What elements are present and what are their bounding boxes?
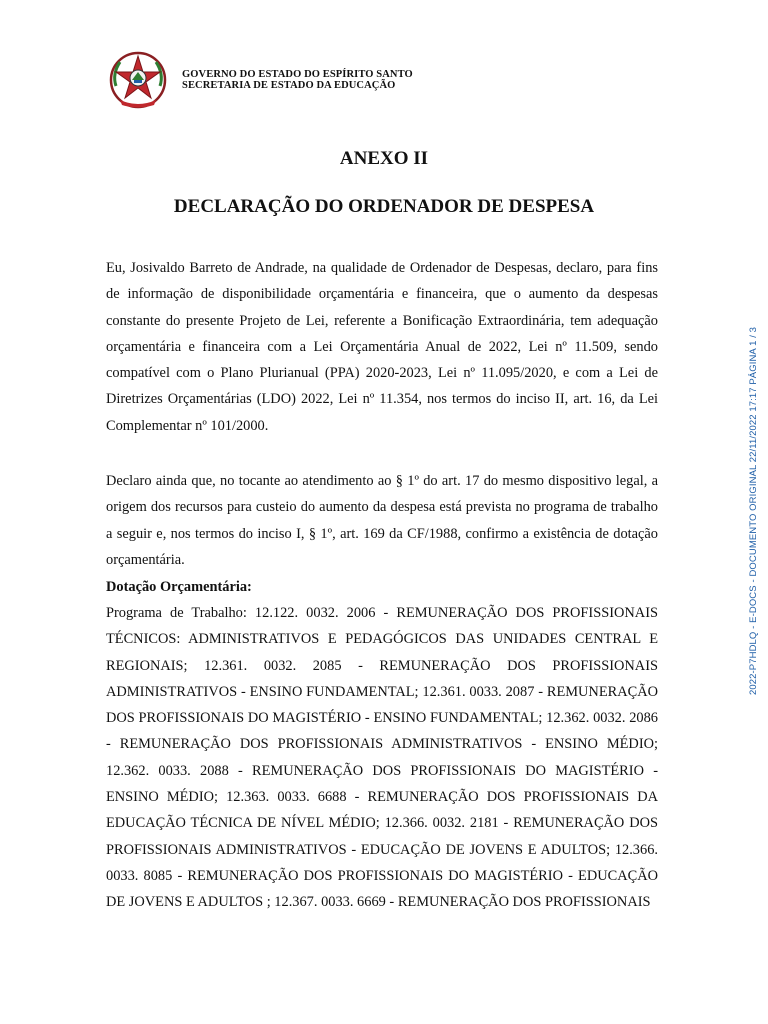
declaration-paragraph: Eu, Josivaldo Barreto de Andrade, na qualidade de Ordenador de Despesas, declaro, para fins de informação de disponibilidade orçamentária e financeira, que o aumento da despesas constante do presente Projeto de Lei, referente a Bonificação Extraordinária, tem adequação orçamentária e financeira com a Lei Orçamentária Anual de 2022, Lei nº 11.509, sendo compatível com o Plano Plurianual (PPA) 2020-2023, Lei nº 11.095/2020, e com a Lei de Diretrizes Orçamentárias (LDO) 2022, Lei nº 11.354, nos termos do inciso II, art. 16, da Lei Complementar nº 101/2000. xyxy=(106,260,658,434)
government-name: GOVERNO DO ESTADO DO ESPÍRITO SANTO xyxy=(182,69,413,80)
e-docs-side-stamp: 2022-P7HDLQ - E-DOCS - DOCUMENTO ORIGINAL 22/11/2022 17:17 PÁGINA 1 / 3 xyxy=(748,326,759,695)
budget-allocation-heading: Dotação Orçamentária: xyxy=(106,579,252,595)
work-program-paragraph: Programa de Trabalho: 12.122. 0032. 2006 - REMUNERAÇÃO DOS PROFISSIONAIS TÉCNICOS: ADMINISTRATIVOS E PEDAGÓGICOS DAS UNIDADES CENTRAL E REGIONAIS; 12.361. 0032. 2085 - REMUNERAÇÃO DOS PROFISSIONAIS ADMINISTRATIVOS - ENSINO FUNDAMENTAL; 12.361. 0033. 2087 - REMUNERAÇÃO DOS PROFISSIONAIS DO MAGISTÉRIO - ENSINO FUNDAMENTAL; 12.362. 0032. 2086 - REMUNERAÇÃO DOS PROFISSIONAIS ADMINISTRATIVOS - ENSINO MÉDIO; 12.362. 0033. 2088 - REMUNERAÇÃO DOS PROFISSIONAIS DO MAGISTÉRIO - ENSINO MÉDIO; 12.363. 0033. 6688 - REMUNERAÇÃO DOS PROFISSIONAIS DA EDUCAÇÃO TÉCNICA DE NÍVEL MÉDIO; 12.366. 0032. 2181 - REMUNERAÇÃO DOS PROFISSIONAIS ADMINISTRATIVOS - EDUCAÇÃO DE JOVENS E ADULTOS; 12.366. 0033. 8085 - REMUNERAÇÃO DOS PROFISSIONAIS DO MAGISTÉRIO - EDUCAÇÃO DE JOVENS E ADULTOS ; 12.367. 0033. 6669 - REMUNERAÇÃO DOS PROFISSIONAIS xyxy=(106,605,658,911)
secretariat-name: SECRETARIA DE ESTADO DA EDUCAÇÃO xyxy=(182,80,396,91)
header-text xyxy=(182,69,413,91)
additional-declaration-paragraph: Declaro ainda que, no tocante ao atendimento ao § 1º do art. 17 do mesmo dispositivo legal, a origem dos recursos para custeio do aumento da despesa está prevista no programa de trabalho a seguir e, nos termos do inciso I, § 1º, art. 169 da CF/1988, confirmo a existência de dotação orçamentária. xyxy=(106,473,658,568)
document-subtitle: DECLARAÇÃO DO ORDENADOR DE DESPESA xyxy=(173,196,595,217)
document-title: ANEXO II xyxy=(339,148,429,169)
document-header xyxy=(108,50,413,110)
state-coat-of-arms-icon xyxy=(108,50,168,110)
